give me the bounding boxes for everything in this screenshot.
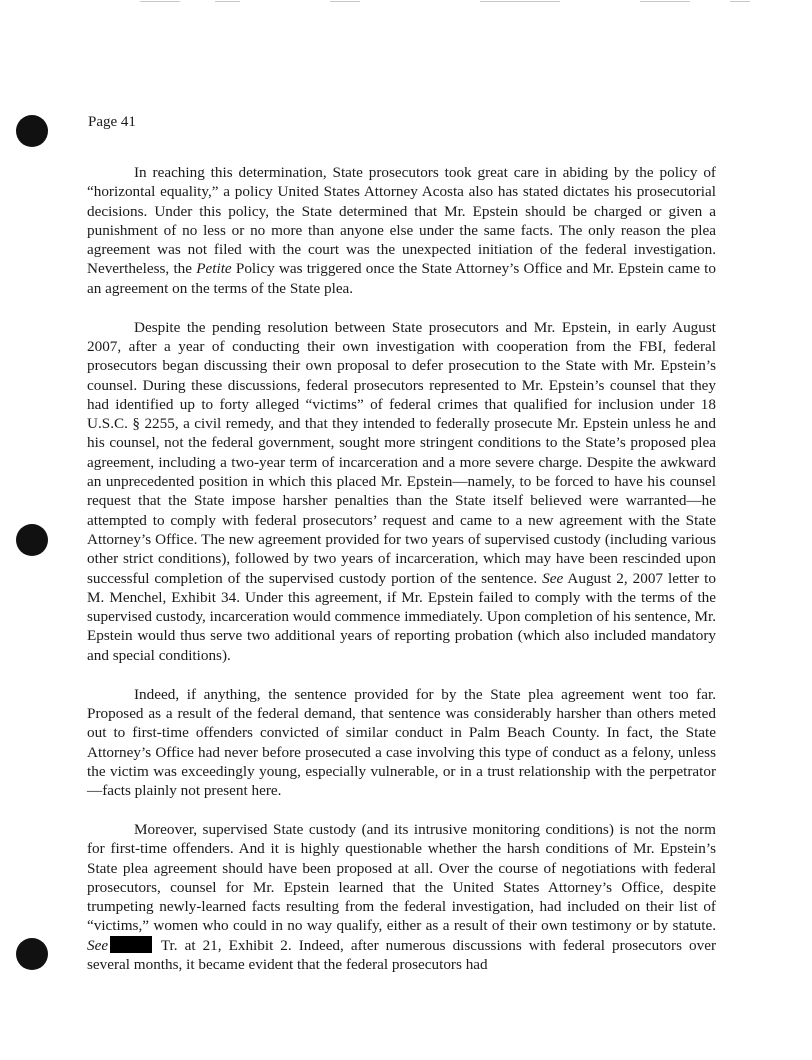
paragraph-text: Moreover, supervised State custody (and its intrusive monitoring conditions) is not the norm for first-time offenders. And it is highly questionable whether the harsh conditions of Mr. Epstein’s State plea agreement should have been proposed at all. Over the course of negotiations with federal prosecutors, counsel for Mr. Epstein learned that the United States Attorney’s Office, despite trumpeting newly-learned facts resulting from the federal investigation, had included on their list of “victims,” women who could in no way qualify, either as a result of their own testimony or by statute.: [87, 820, 716, 935]
scan-artifact: [330, 1, 360, 2]
paragraph-text: Despite the pending resolution between State prosecutors and Mr. Epstein, in early August 2007, after a year of conducting their own investigation with cooperation from the FBI, federal prosecutors began discussing their own proposal to defer prosecution to the State with Mr. Epstein’s counsel. During these discussions, federal prosecutors represented to Mr. Epstein’s counsel that they had identified up to forty alleged “victims” of federal crimes that qualified for inclusion under 18 U.S.C. § 2255, a civil remedy, and that they intended to federally prosecute Mr. Epstein unless he and his counsel, not the federal government, sought more stringent conditions to the State’s proposed plea agreement, including a two-year term of incarceration and a more severe charge. Despite the awkward an unprecedented position in which this placed Mr. Epstein—namely, to be forced to have his counsel request that the State impose harsher penalties than the State itself believed were warranted—he attempted to comply with federal prosecutors’ request and came to a new agreement with the State Attorney’s Office. The new agreement provided for two years of supervised custody (including various other strict conditions), followed by two years of incarceration, which may have been rescinded upon successful completion of the supervised custody portion of the sentence.: [87, 318, 716, 587]
scan-artifact: [640, 1, 690, 2]
paragraph: [87, 685, 716, 801]
paragraph: [87, 820, 716, 974]
punch-hole-bottom: [16, 938, 48, 970]
paragraph-italic-text: See: [542, 569, 564, 587]
paragraph-text: Indeed, if anything, the sentence provided for by the State plea agreement went too far. Proposed as a result of the federal demand, that sentence was considerably harsher than others meted out to first-time offenders convicted of similar conduct in Palm Beach County. In fact, the State Attorney’s Office had never before prosecuted a case involving this type of conduct as a felony, unless the victim was exceedingly young, especially vulnerable, or in a trust relationship with the perpetrator—facts plainly not present here.: [87, 685, 716, 800]
paragraph-text: In reaching this determination, State prosecutors took great care in abiding by the policy of “horizontal equality,” a policy United States Attorney Acosta also has stated dictates his prosecutorial decisions. Under this policy, the State determined that Mr. Epstein should be charged or given a punishment of no less or no more than anyone else under the same facts. The only reason the plea agreement was not filed with the court was the unexpected initiation of the federal investigation. Nevertheless, the: [87, 164, 716, 278]
paragraph: [87, 163, 716, 298]
punch-hole-middle: [16, 524, 48, 556]
scan-artifact: [730, 1, 750, 2]
paragraph-text: Tr. at 21, Exhibit 2. Indeed, after numerous discussions with federal prosecutors over several months, it became evident that the federal prosecutors had: [87, 936, 716, 974]
paragraph-italic-text: See: [87, 936, 109, 954]
paragraph-italic-text: Petite: [196, 260, 232, 278]
punch-hole-top: [16, 115, 48, 147]
page-number: Page 41: [88, 114, 136, 130]
document-body: [87, 163, 716, 994]
scan-artifact: [215, 1, 240, 2]
scan-artifact: [480, 1, 560, 2]
redaction-box: [110, 936, 152, 953]
scan-artifact: [140, 1, 180, 2]
paragraph: [87, 318, 716, 665]
paragraph-text: Policy was triggered once the State Attorney’s Office and Mr. Epstein came to an agreement on the terms of the State plea.: [87, 260, 716, 297]
paragraph-text: August 2, 2007 letter to M. Menchel, Exhibit 34. Under this agreement, if Mr. Epstein failed to comply with the terms of the supervised custody, incarceration would commence immediately. Upon completion of his sentence, Mr. Epstein would thus serve two additional years of reporting probation (which also included mandatory and special conditions).: [87, 569, 716, 664]
